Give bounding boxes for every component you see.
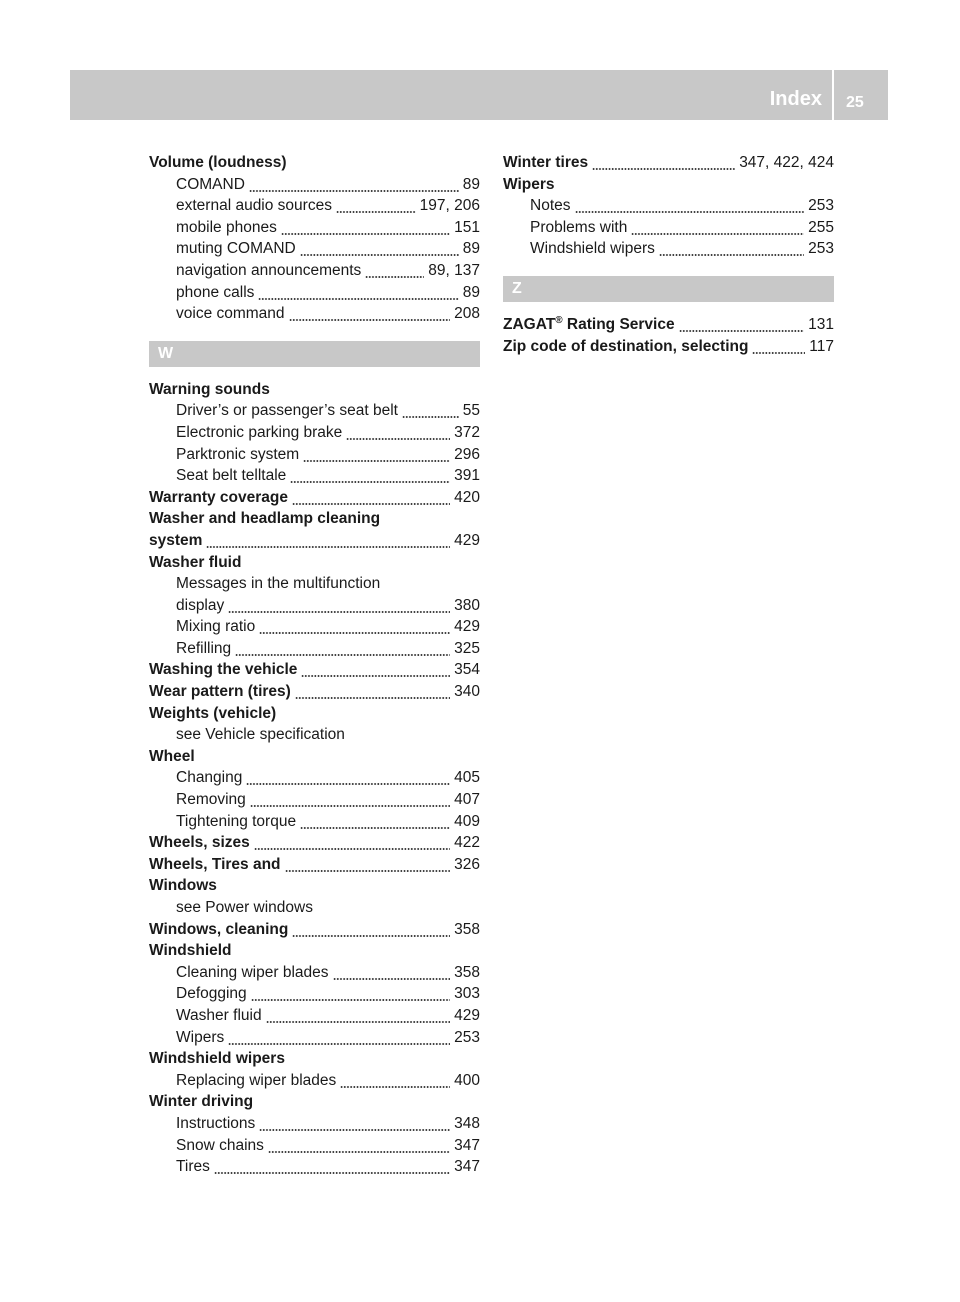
dot-leader [285, 854, 451, 876]
entry-label: Defogging [176, 985, 247, 1003]
entry-page: 429 [454, 1006, 480, 1024]
entry-page: 131 [808, 315, 834, 333]
index-entry-volume-muting[interactable] [149, 238, 480, 260]
index-entry-washing-vehicle[interactable] [149, 659, 480, 681]
entry-page: 347, 422, 424 [739, 154, 834, 171]
entry-page: 151 [454, 218, 480, 236]
dot-leader [365, 260, 424, 282]
index-entry-zip-code[interactable] [503, 336, 834, 358]
entry-label: Winter tires [503, 154, 589, 171]
index-entry-warning-brake[interactable] [149, 422, 480, 444]
entry-page: 348 [454, 1114, 480, 1132]
index-entry-washer-mixing[interactable] [149, 616, 480, 638]
dot-leader [592, 152, 735, 174]
index-entry-wheel-changing[interactable] [149, 767, 480, 789]
dot-leader [333, 962, 451, 984]
index-entry-warning-telltale[interactable] [149, 465, 480, 487]
entry-page: 347 [454, 1136, 480, 1154]
index-entry-warranty[interactable] [149, 487, 480, 509]
dot-leader [292, 487, 450, 509]
entry-label: Tires [176, 1158, 210, 1176]
dot-leader [659, 238, 804, 260]
index-entry-winter-snow[interactable] [149, 1135, 480, 1157]
index-entry-warning-sounds [149, 379, 480, 401]
entry-page: 391 [454, 467, 480, 485]
entry-page: 372 [454, 423, 480, 441]
entry-label: Warranty coverage [149, 488, 288, 506]
dot-leader [228, 1027, 450, 1049]
dot-leader [259, 616, 450, 638]
dot-leader [679, 314, 805, 336]
entry-label: see Power windows [176, 899, 313, 916]
dot-leader [336, 195, 416, 217]
entry-label: Replacing wiper blades [176, 1071, 337, 1089]
index-entry-warning-parktronic[interactable] [149, 444, 480, 466]
index-entry-volume-comand[interactable] [149, 174, 480, 196]
dot-leader [214, 1156, 450, 1178]
dot-leader [752, 336, 805, 358]
index-entry-volume-phone[interactable] [149, 282, 480, 304]
entry-label: Wheels, sizes [149, 834, 250, 852]
entry-page: 89, 137 [428, 261, 480, 279]
letter-heading-w: W [149, 341, 480, 367]
index-entry-wheel-removing[interactable] [149, 789, 480, 811]
entry-page: 407 [454, 791, 480, 809]
entry-page: 255 [808, 218, 834, 236]
entry-label: muting COMAND [176, 240, 296, 258]
entry-label: Seat belt telltale [176, 467, 287, 485]
entry-label: Notes [530, 197, 571, 215]
entry-label: mobile phones [176, 218, 277, 236]
entry-label: Volume (loudness) [149, 154, 287, 171]
index-entry-volume-mobile[interactable] [149, 217, 480, 239]
entry-label: Winter driving [149, 1093, 254, 1111]
index-block-z [503, 336, 834, 358]
entry-page: 89 [462, 240, 480, 258]
entry-page: 429 [454, 618, 480, 636]
dot-leader [301, 659, 450, 681]
entry-label: Wear pattern (tires) [149, 683, 291, 701]
entry-label: Driver’s or passenger’s seat belt [176, 402, 398, 420]
index-entry-washer-fluid [149, 552, 480, 574]
dot-leader [303, 444, 450, 466]
entry-page: 325 [454, 639, 480, 657]
entry-page: 296 [454, 445, 480, 463]
index-entry-weights-see [149, 724, 480, 746]
entry-label: Windshield wipers [530, 240, 655, 258]
entry-label: navigation announcements [176, 261, 362, 279]
index-entry-volume-external[interactable] [149, 195, 480, 217]
index-entry-wipers-notes[interactable] [503, 195, 834, 217]
index-block-v [149, 152, 480, 325]
entry-page: 409 [454, 812, 480, 830]
entry-label: see Vehicle specification [176, 726, 345, 744]
entry-page: 429 [454, 531, 480, 549]
entry-label: Windows, cleaning [149, 920, 289, 938]
dot-leader [300, 238, 459, 260]
index-entry-winter-driving [149, 1091, 480, 1113]
entry-page: 89 [462, 175, 480, 193]
entry-page: 303 [454, 985, 480, 1003]
page-number: 25 [846, 94, 864, 111]
entry-label: voice command [176, 305, 285, 323]
dot-leader [228, 595, 450, 617]
index-entry-washer-headlamp [149, 508, 480, 530]
index-entry-wheel [149, 746, 480, 768]
index-entry-windshield-washer[interactable] [149, 1005, 480, 1027]
entry-label: Snow chains [176, 1136, 264, 1154]
index-entry-windshield [149, 940, 480, 962]
dot-leader [289, 303, 451, 325]
entry-label: external audio sources [176, 197, 332, 215]
dot-leader [235, 638, 450, 660]
left-column [149, 152, 480, 1178]
entry-label: Washer and headlamp cleaning [149, 510, 381, 528]
entry-label: Changing [176, 769, 243, 787]
dot-leader [575, 195, 805, 217]
entry-label: Warning sounds [149, 380, 270, 398]
dot-leader [258, 282, 458, 304]
dot-leader [346, 422, 450, 444]
entry-page: 380 [454, 596, 480, 614]
index-entry-washer-messages [149, 573, 480, 595]
dot-leader [250, 789, 450, 811]
entry-label: Messages in the multifunction [176, 575, 381, 593]
index-block-w [149, 379, 480, 1178]
index-entry-windows [149, 875, 480, 897]
entry-label: ZAGAT® Rating Service [503, 314, 675, 333]
entry-label: Electronic parking brake [176, 423, 343, 441]
index-entry-windshield-cleaning[interactable] [149, 962, 480, 984]
index-entry-winter-tires-sub[interactable] [149, 1156, 480, 1178]
entry-page: 208 [454, 305, 480, 323]
entry-page: 405 [454, 769, 480, 787]
index-entry-windshield-defogging[interactable] [149, 983, 480, 1005]
section-title: Index [769, 88, 822, 110]
index-entry-washer-system[interactable] [149, 530, 480, 552]
dot-leader [249, 174, 459, 196]
index-entry-weights [149, 703, 480, 725]
entry-label: Wipers [176, 1028, 225, 1046]
entry-page: 358 [454, 920, 480, 938]
index-entry-wipers-windshield[interactable] [503, 238, 834, 260]
dot-leader [259, 1113, 450, 1135]
dot-leader [281, 217, 450, 239]
entry-page: 400 [454, 1071, 480, 1089]
entry-label: display [176, 596, 225, 614]
entry-label: Zip code of destination, selecting [503, 337, 749, 355]
header-divider [832, 70, 834, 120]
dot-leader [340, 1070, 450, 1092]
entry-label: Refilling [176, 639, 232, 657]
entry-page: 117 [809, 337, 834, 355]
entry-page: 197, 206 [419, 197, 480, 215]
entry-label: Mixing ratio [176, 618, 256, 636]
entry-label: COMAND [176, 175, 245, 193]
dot-leader [266, 1005, 451, 1027]
entry-label: Instructions [176, 1114, 256, 1132]
entry-page: 253 [808, 240, 834, 258]
entry-page: 420 [454, 488, 480, 506]
index-entry-windshield-replacing[interactable] [149, 1070, 480, 1092]
index-entry-wheel-torque[interactable] [149, 811, 480, 833]
entry-label: Cleaning wiper blades [176, 963, 329, 981]
entry-page: 55 [462, 402, 480, 420]
entry-label: Wheel [149, 747, 195, 765]
entry-label: Washer fluid [149, 553, 242, 571]
index-entry-winter-tires[interactable] [503, 152, 834, 174]
index-entry-wear-pattern[interactable] [149, 681, 480, 703]
right-column [503, 152, 834, 357]
entry-label: Parktronic system [176, 445, 300, 463]
entry-page: 253 [454, 1028, 480, 1046]
index-entry-windshield-wipers[interactable] [149, 1027, 480, 1049]
entry-label: Wipers [503, 175, 555, 193]
index-entry-washer-refilling[interactable] [149, 638, 480, 660]
index-block-w-cont [503, 152, 834, 260]
entry-page: 358 [454, 963, 480, 981]
entry-label: Washing the vehicle [149, 661, 298, 679]
dot-leader [631, 217, 804, 239]
dot-leader [268, 1135, 450, 1157]
dot-leader [300, 811, 450, 833]
dot-leader [206, 530, 450, 552]
dot-leader [290, 465, 450, 487]
entry-label: system [149, 531, 203, 549]
entry-label: Washer fluid [176, 1006, 262, 1024]
dot-leader [246, 767, 450, 789]
entry-page: 253 [808, 197, 834, 215]
entry-page: 89 [462, 283, 480, 301]
index-entry-washer-display[interactable] [149, 595, 480, 617]
entry-page: 326 [454, 855, 480, 873]
entry-label: Problems with [530, 218, 628, 236]
index-entry-warning-seatbelt[interactable] [149, 400, 480, 422]
dot-leader [251, 983, 450, 1005]
index-entry-windshield-wipers-head [149, 1048, 480, 1070]
dot-leader [254, 832, 450, 854]
entry-page: 347 [454, 1158, 480, 1176]
entry-label: Weights (vehicle) [149, 704, 277, 722]
dot-leader [295, 681, 450, 703]
index-entry-volume-navigation[interactable] [149, 260, 480, 282]
index-entry-zagat[interactable] [503, 314, 834, 336]
index-entry-wipers-problems[interactable] [503, 217, 834, 239]
index-entry-volume [149, 152, 480, 174]
index-entry-winter-instructions[interactable] [149, 1113, 480, 1135]
index-entry-volume-voice[interactable] [149, 303, 480, 325]
entry-page: 340 [454, 683, 480, 701]
letter-heading-z: Z [503, 276, 834, 302]
entry-label: phone calls [176, 283, 255, 301]
index-entry-wheels-sizes[interactable] [149, 832, 480, 854]
entry-label: Wheels, Tires and [149, 855, 281, 873]
index-entry-wheels-tires[interactable] [149, 854, 480, 876]
index-entry-windows-see [149, 897, 480, 919]
dot-leader [292, 919, 450, 941]
index-entry-wipers [503, 174, 834, 196]
entry-label: Windshield [149, 942, 232, 960]
entry-label: Windows [149, 877, 217, 895]
index-entry-windows-cleaning[interactable] [149, 919, 480, 941]
registered-mark: ® [555, 314, 563, 326]
entry-page: 422 [454, 834, 480, 852]
entry-label: Removing [176, 791, 246, 809]
entry-label: Tightening torque [176, 812, 297, 830]
dot-leader [402, 400, 459, 422]
entry-label: Windshield wipers [149, 1050, 285, 1068]
entry-page: 354 [454, 661, 480, 679]
